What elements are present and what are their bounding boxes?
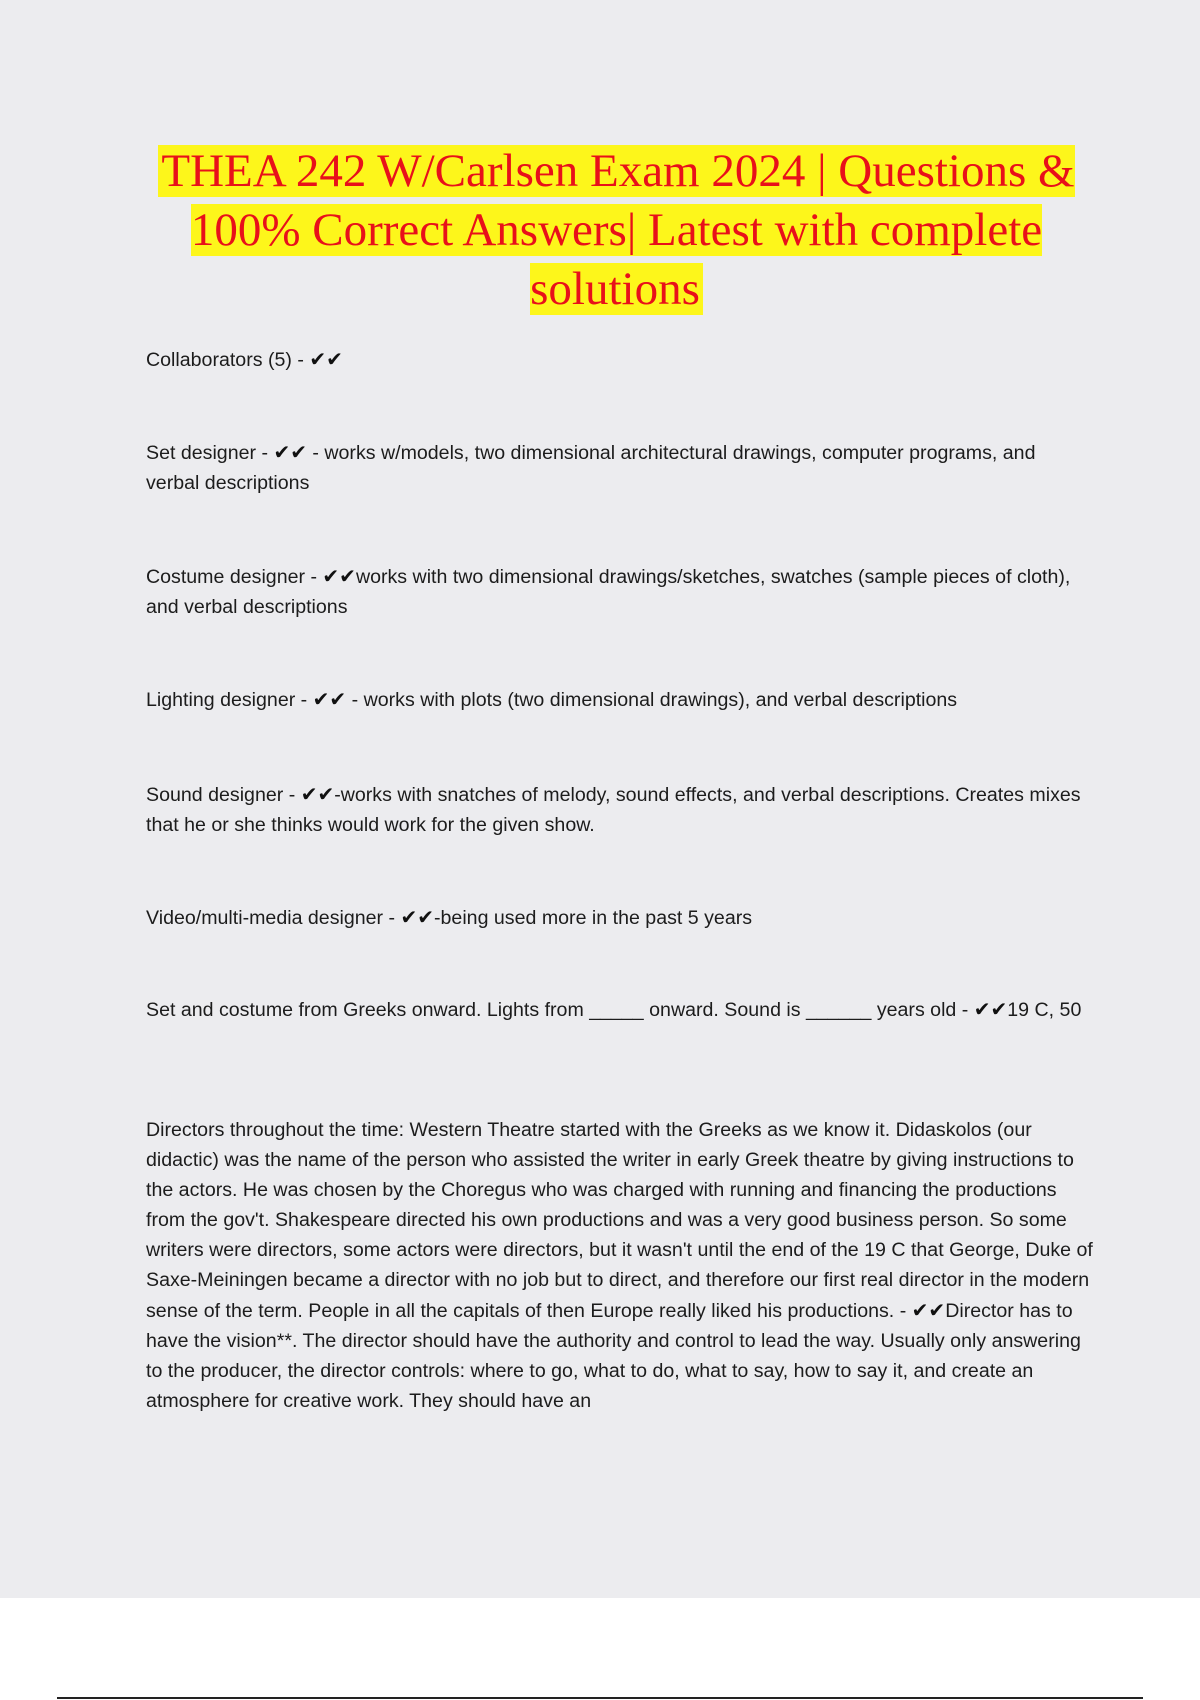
entry-answer: - works with plots (two dimensional drawings), and verbal descriptions — [346, 689, 958, 711]
entry-answer: -being used more in the past 5 years — [434, 907, 753, 929]
entry-answer: works with two dimensional drawings/sketches, swatches (sample pieces of cloth), and verbal descriptions — [146, 566, 1071, 618]
entry-prompt: Collaborators (5) - — [146, 349, 310, 371]
qa-entry-collaborators — [146, 344, 1094, 375]
double-check-icon: ✔✔ — [400, 905, 434, 929]
entry-prompt: Sound designer - — [146, 784, 301, 806]
entry-answer: -works with snatches of melody, sound effects, and verbal descriptions. Creates mixes that he or she thinks would work for the given show. — [146, 784, 1081, 836]
page-divider — [57, 1697, 1143, 1699]
entry-prompt: Lighting designer - — [146, 689, 313, 711]
entry-prompt: Video/multi-media designer - — [146, 907, 401, 929]
entry-prompt: Set designer - — [146, 442, 274, 464]
double-check-icon: ✔✔ — [300, 782, 335, 806]
qa-entry-sound-designer — [146, 779, 1094, 840]
double-check-icon: ✔✔ — [911, 1298, 946, 1322]
entry-answer: 19 C, 50 — [1007, 999, 1082, 1021]
entry-prompt: Set and costume from Greeks onward. Lights from _____ onward. Sound is ______ years old - — [146, 999, 974, 1021]
double-check-icon: ✔✔ — [309, 347, 343, 371]
double-check-icon: ✔✔ — [312, 687, 347, 711]
title-highlight: THEA 242 W/Carlsen Exam 2024 | Questions & 100% Correct Answers| Latest with complete solutions — [158, 145, 1074, 315]
qa-entry-lighting-designer — [146, 684, 1094, 715]
qa-entry-costume-designer — [146, 561, 1094, 622]
double-check-icon: ✔✔ — [973, 997, 1008, 1021]
entry-answer: Director has to have the vision**. The director should have the authority and control to lead the way. Usually only answering to the producer, the director controls: where to go, what to do, what to say, how to say it, and create an atmosphere for creative work. They should have an — [146, 1300, 1081, 1412]
double-check-icon: ✔✔ — [322, 564, 356, 588]
qa-entry-set-designer — [146, 437, 1094, 498]
document-title — [120, 142, 1113, 319]
double-check-icon: ✔✔ — [273, 440, 307, 464]
qa-entry-set-costume-history — [146, 994, 1094, 1025]
qa-entry-video-designer — [146, 902, 1094, 933]
qa-entry-directors-history — [146, 1115, 1094, 1416]
entry-answer: - works w/models, two dimensional architectural drawings, computer programs, and verbal descriptions — [146, 442, 1036, 494]
entry-prompt: Directors throughout the time: Western Theatre started with the Greeks as we know it. Didaskolos (our didactic) was the name of the person who assisted the writer in early Greek theatre by giving instructions to the actors. He was chosen by the Choregus who was charged with running and financing the productions from the gov't. Shakespeare directed his own productions and was a very good business person. So some writers were directors, some actors were directors, but it wasn't until the end of the 19 C that George, Duke of Saxe-Meiningen became a director with no job but to direct, and therefore our first real director in the modern sense of the term. People in all the capitals of then Europe really liked his productions. - — [146, 1119, 1093, 1322]
entry-prompt: Costume designer - — [146, 566, 323, 588]
